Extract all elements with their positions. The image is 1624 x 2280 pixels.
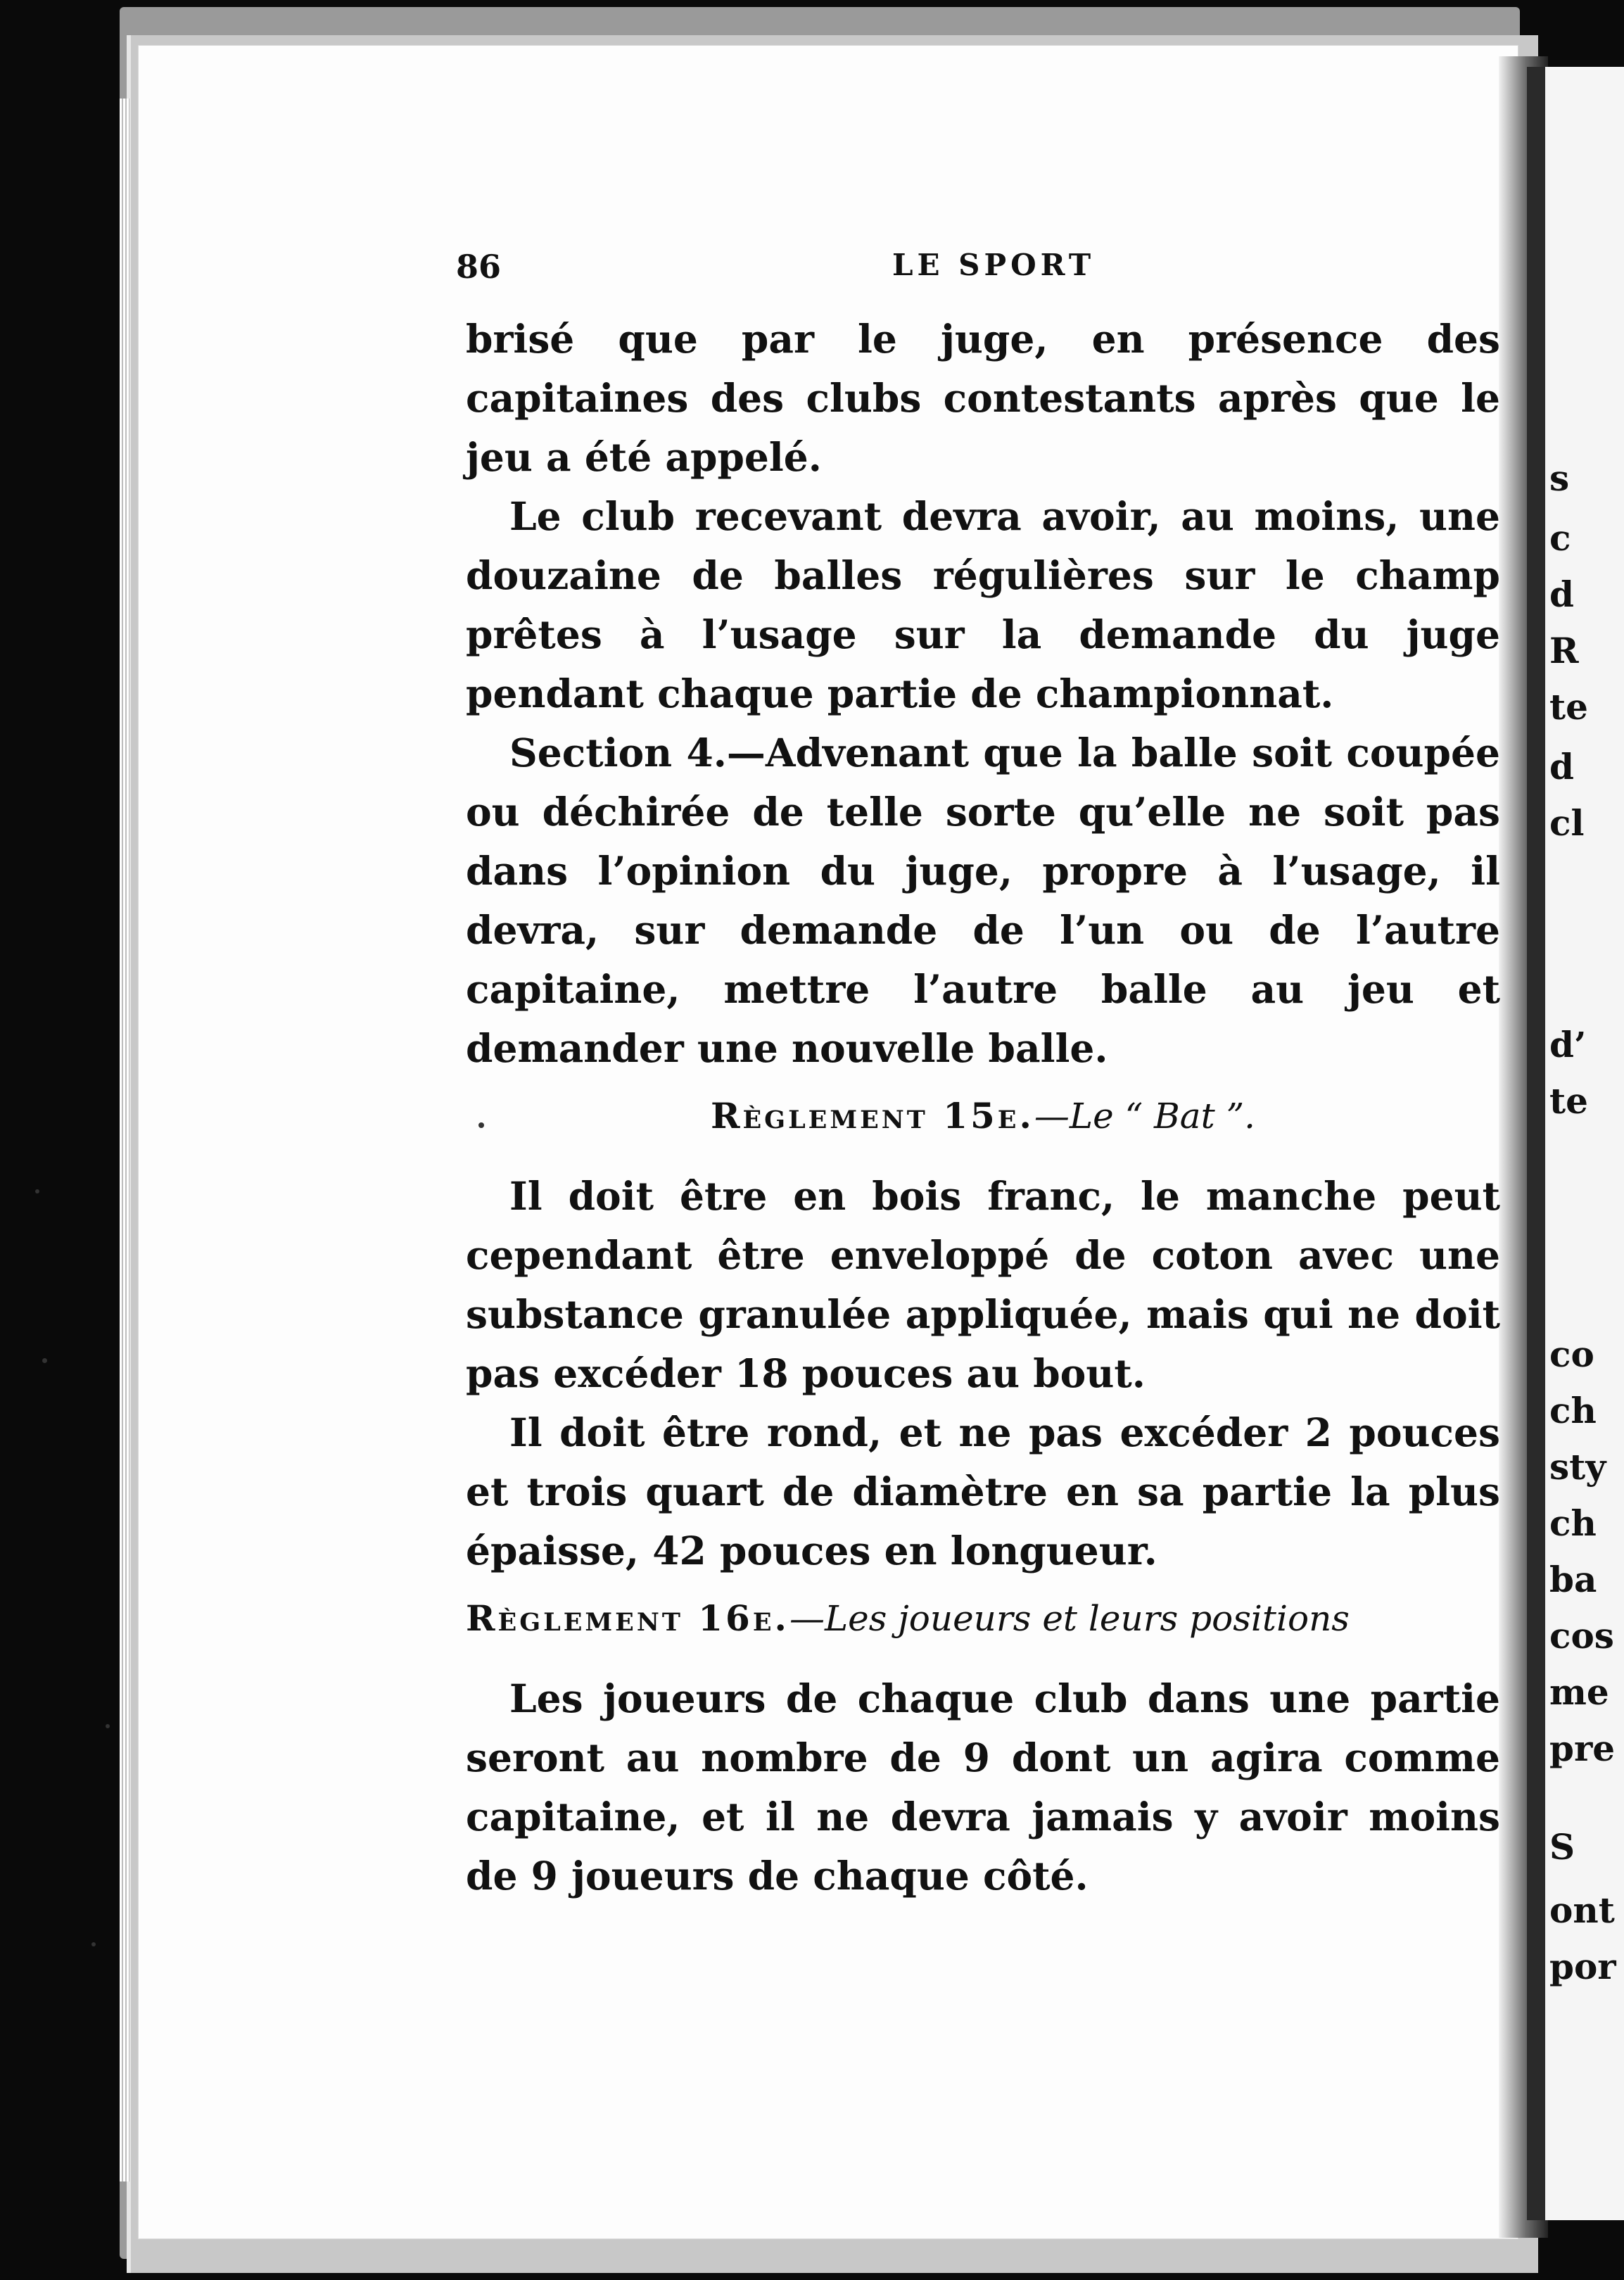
facing-page-line: te <box>1549 1080 1588 1122</box>
facing-page-line: R <box>1549 630 1579 671</box>
scan-speck <box>478 1122 484 1128</box>
facing-page-line: ba <box>1549 1559 1597 1600</box>
facing-page-line: d <box>1549 746 1574 787</box>
section-heading-reglement-15 <box>466 1087 1500 1146</box>
page-edges <box>120 99 129 2181</box>
scan-speck <box>91 1942 96 1946</box>
heading-label: Règlement 15e. <box>710 1095 1034 1136</box>
paragraph-continued: brisé que par le juge, en présence des capitaines des clubs contestants après que le jeu a été appelé. <box>466 316 1500 480</box>
page-body <box>466 310 1500 1906</box>
facing-page-line: S <box>1549 1826 1575 1868</box>
paragraph: Il doit être en bois franc, le manche peut cependant être enveloppé de coton avec une substance granulée appliquée, mais qui ne doit pas excéder 18 pouces au bout. <box>466 1173 1500 1396</box>
scan-speck <box>106 1724 110 1728</box>
facing-page-line: ont <box>1549 1889 1615 1931</box>
paragraph: Les joueurs de chaque club dans une partie seront au nombre de 9 dont un agira comme capitaine, et il ne devra jamais y avoir moins de 9 joueurs de chaque côté. <box>466 1676 1500 1899</box>
paragraph-section-4: Section 4.—Advenant que la balle soit coupée ou déchirée de telle sorte qu’elle ne soit pas dans l’opinion du juge, propre à l’usage, il devra, sur demande de l’un ou de l’autre capitaine, mettre l’autre balle au jeu et demander une nouvelle balle. <box>466 730 1500 1071</box>
facing-page-line: me <box>1549 1671 1609 1713</box>
facing-page-line: ch <box>1549 1502 1597 1544</box>
scan-speck <box>42 1358 47 1363</box>
scan-speck <box>35 1189 39 1193</box>
heading-label: Règlement 16e. <box>466 1597 789 1639</box>
facing-page-line: d <box>1549 574 1574 615</box>
facing-page-line: co <box>1549 1334 1594 1375</box>
facing-page-line: s <box>1549 457 1570 499</box>
facing-page-line: ch <box>1549 1390 1597 1431</box>
facing-page-line: sty <box>1549 1446 1606 1488</box>
heading-title: —Le “ Bat ”. <box>1034 1096 1256 1136</box>
page-number: 86 <box>456 248 502 286</box>
facing-page-fragment <box>1527 67 1624 2220</box>
heading-title: —Les joueurs et leurs positions <box>789 1598 1350 1639</box>
paragraph: Il doit être rond, et ne pas excéder 2 pouces et trois quart de diamètre en sa partie la plus épaisse, 42 pouces en longueur. <box>466 1410 1500 1573</box>
paragraph: Le club recevant devra avoir, au moins, une douzaine de balles régulières sur le champ prêtes à l’usage sur la demande du juge pendant chaque partie de championnat. <box>466 493 1500 716</box>
facing-page-line: d’ <box>1549 1024 1587 1065</box>
facing-page-line: cos <box>1549 1615 1614 1657</box>
running-title: LE SPORT <box>892 248 1096 282</box>
facing-page-line: pre <box>1549 1728 1616 1769</box>
facing-page-line: c <box>1549 517 1571 559</box>
facing-page-line: cl <box>1549 802 1585 844</box>
facing-page-line: te <box>1549 686 1588 728</box>
section-heading-reglement-16 <box>466 1589 1500 1648</box>
facing-page-line: por <box>1549 1946 1616 1987</box>
page-header <box>456 248 1504 290</box>
